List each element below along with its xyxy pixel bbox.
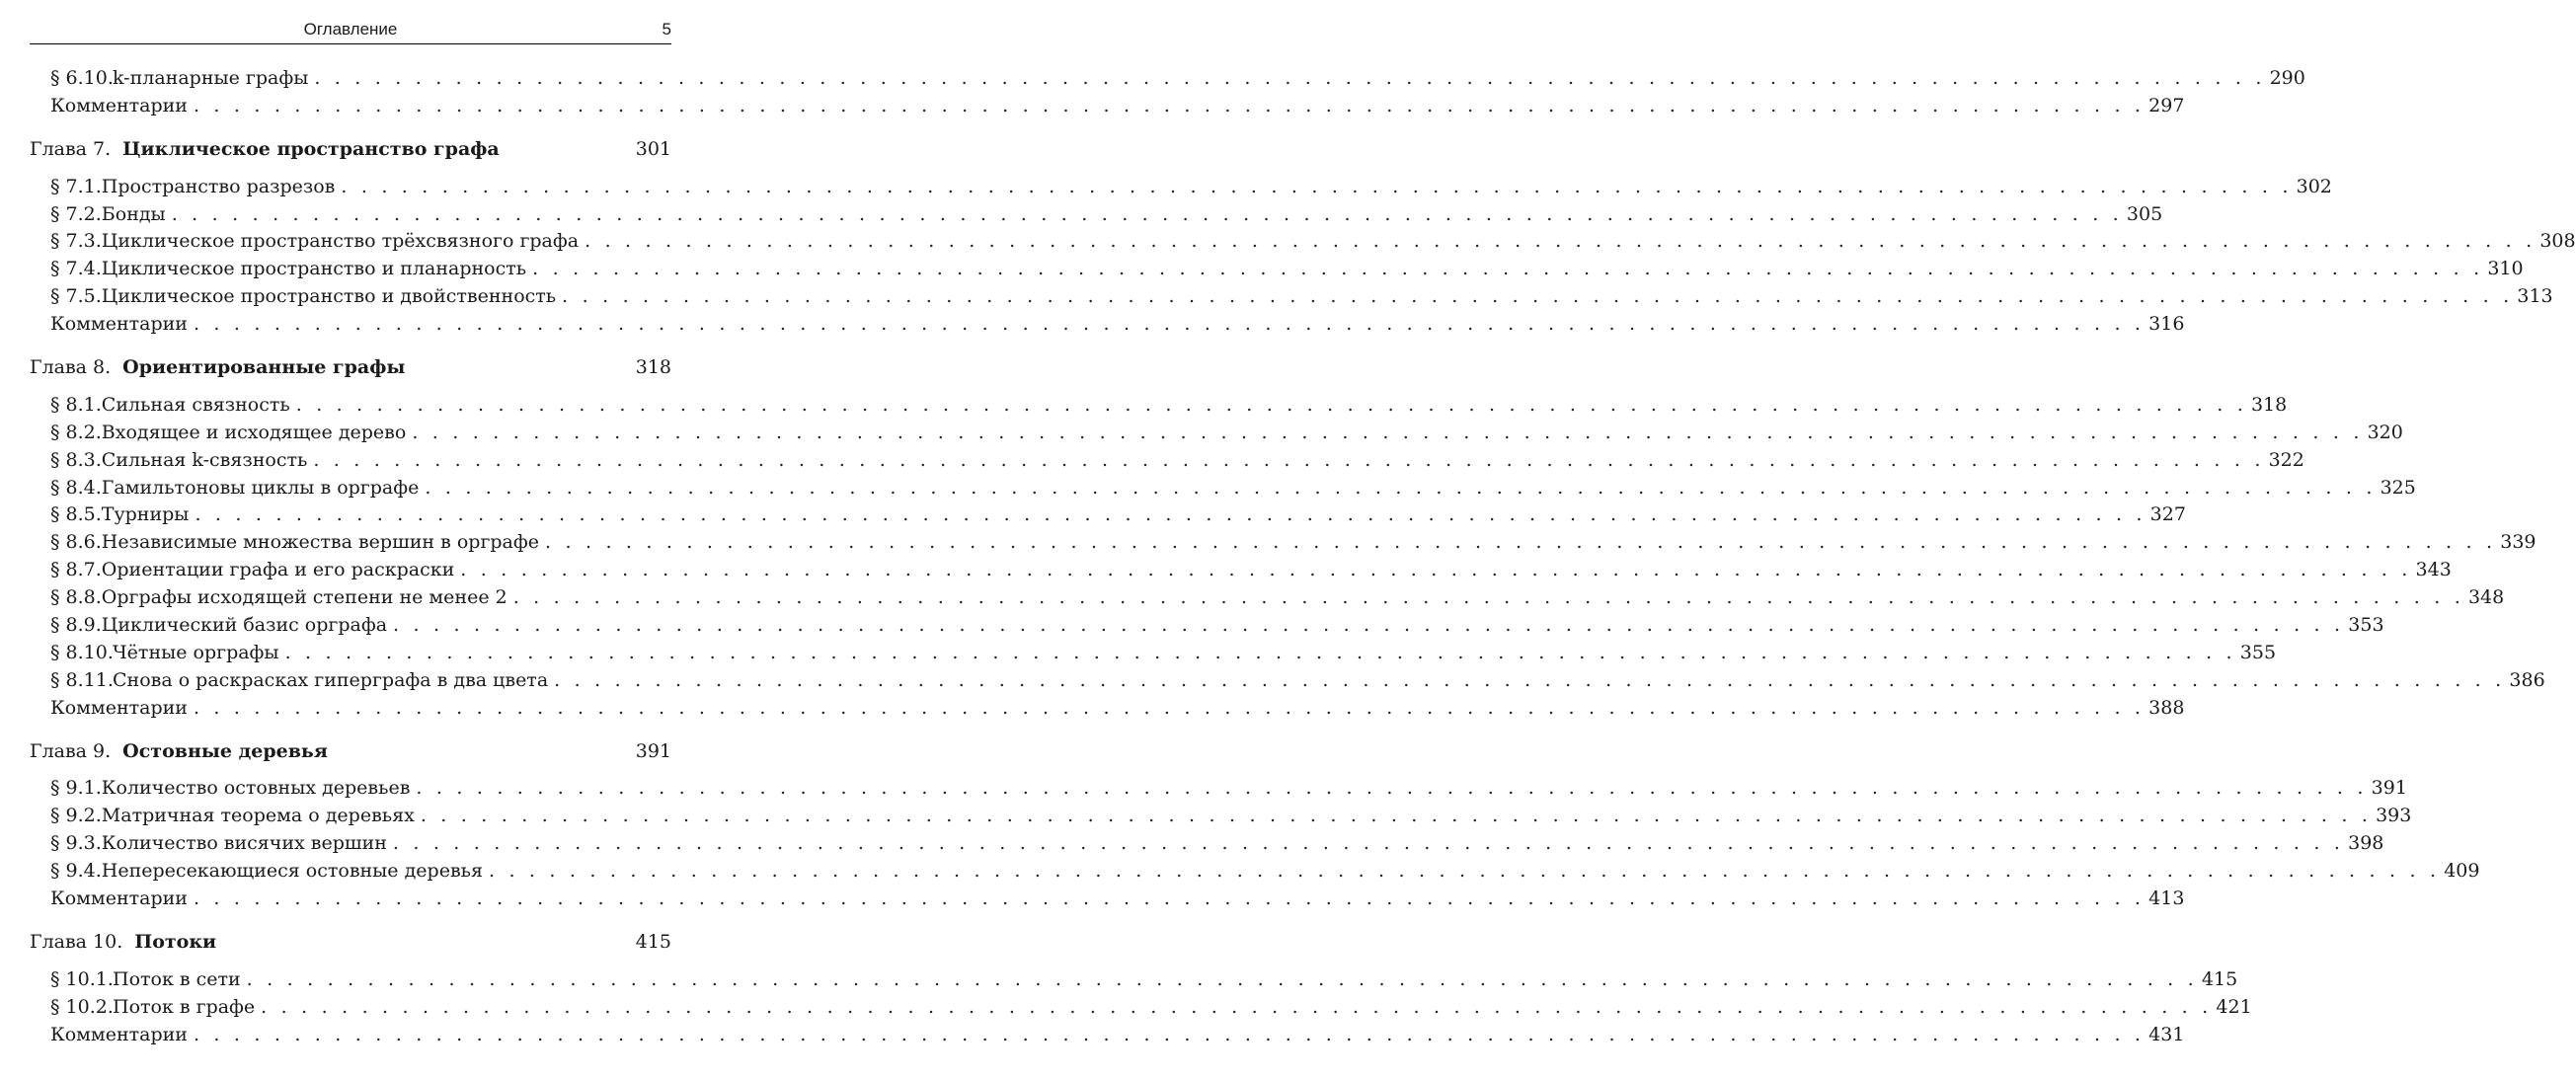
- toc-section-entry[interactable]: [30, 640, 2277, 667]
- dot-leader: . . . . . . . . . . . . . . . . . . . . . . . . . . . . . . . . . . . . . . . . . . . . . . . . . . . . . . . . . . . . . . . . . . . . . . . . . . . . . . . . . . . . . . . . . . . . . . . . .: [488, 860, 2441, 883]
- section-title: Матричная теорема о деревьях: [101, 805, 415, 827]
- dot-leader: . . . . . . . . . . . . . . . . . . . . . . . . . . . . . . . . . . . . . . . . . . . . . . . . . . . . . . . . . . . . . . . . . . . . . . . . . . . . . . . . . . . . . . . . . . . . . . . . .: [193, 313, 2146, 336]
- toc-comments-entry[interactable]: [30, 1022, 2185, 1049]
- chapter-page-number: 318: [635, 356, 671, 379]
- section-number: § 8.7.: [50, 559, 102, 581]
- section-number: § 10.2.: [50, 995, 114, 1018]
- section-page-number: 431: [2148, 1023, 2185, 1045]
- section-title: Турниры: [101, 503, 190, 526]
- chapter-title: Потоки: [134, 930, 217, 953]
- chapter-label: Глава 10.: [30, 930, 123, 953]
- toc-section-entry[interactable]: [30, 447, 2304, 475]
- section-page-number: 409: [2444, 860, 2480, 883]
- toc-section-entry[interactable]: [30, 994, 2252, 1022]
- section-number: § 7.2.: [50, 202, 102, 225]
- section-title: Поток в графе: [113, 995, 256, 1018]
- dot-leader: . . . . . . . . . . . . . . . . . . . . . . . . . . . . . . . . . . . . . . . . . . . . . . . . . . . . . . . . . . . . . . . . . . . . . . . . . . . . . . . . . . . . . . . . . . . . . . . . .: [193, 1023, 2146, 1045]
- section-page-number: 327: [2149, 503, 2186, 526]
- section-page-number: 320: [2367, 421, 2403, 443]
- section-page-number: 398: [2348, 832, 2384, 855]
- dot-leader: . . . . . . . . . . . . . . . . . . . . . . . . . . . . . . . . . . . . . . . . . . . . . . . . . . . . . . . . . . . . . . . . . . . . . . . . . . . . . . . . . . . . . . . . . . . . . . . . .: [585, 230, 2537, 253]
- section-number: § 6.10.: [50, 67, 114, 89]
- chapter-label: Глава 7.: [30, 137, 112, 160]
- toc-section-entry[interactable]: [30, 667, 2545, 695]
- chapter-page-number: 391: [635, 739, 671, 762]
- section-number: § 8.10.: [50, 641, 114, 663]
- section-page-number: 313: [2517, 285, 2553, 308]
- section-page-number: 388: [2148, 696, 2185, 719]
- section-page-number: 322: [2268, 448, 2304, 471]
- section-number: § 9.2.: [50, 805, 102, 827]
- section-title: Входящее и исходящее дерево: [101, 421, 407, 443]
- section-page-number: 290: [2269, 67, 2305, 89]
- toc-section-entry[interactable]: [30, 775, 2407, 803]
- section-number: § 10.1.: [50, 967, 114, 990]
- section-title: Циклическое пространство трёхсвязного графа: [101, 230, 580, 253]
- section-number: § 7.3.: [50, 230, 102, 253]
- dot-leader: . . . . . . . . . . . . . . . . . . . . . . . . . . . . . . . . . . . . . . . . . . . . . . . . . . . . . . . . . . . . . . . . . . . . . . . . . . . . . . . . . . . . . . . . . . . . . . . . .: [313, 448, 2265, 471]
- dot-leader: . . . . . . . . . . . . . . . . . . . . . . . . . . . . . . . . . . . . . . . . . . . . . . . . . . . . . . . . . . . . . . . . . . . . . . . . . . . . . . . . . . . . . . . . . . . . . . . . .: [193, 887, 2146, 910]
- chapter-title: Ориентированные графы: [122, 356, 406, 379]
- dot-leader: . . . . . . . . . . . . . . . . . . . . . . . . . . . . . . . . . . . . . . . . . . . . . . . . . . . . . . . . . . . . . . . . . . . . . . . . . . . . . . . . . . . . . . . . . . . . . . . . .: [171, 202, 2123, 225]
- chapter-page-number: 415: [635, 930, 671, 953]
- dot-leader: . . . . . . . . . . . . . . . . . . . . . . . . . . . . . . . . . . . . . . . . . . . . . . . . . . . . . . . . . . . . . . . . . . . . . . . . . . . . . . . . . . . . . . . . . . . . . . . . .: [393, 614, 2345, 637]
- section-page-number: 339: [2500, 531, 2537, 554]
- section-number: § 8.8.: [50, 586, 102, 609]
- section-title: Снова о раскрасках гиперграфа в два цвета: [113, 668, 549, 691]
- section-page-number: 325: [2380, 476, 2416, 499]
- section-title: Циклическое пространство и двойственность: [101, 285, 557, 308]
- toc-comments-entry[interactable]: [30, 311, 2185, 339]
- dot-leader: . . . . . . . . . . . . . . . . . . . . . . . . . . . . . . . . . . . . . . . . . . . . . . . . . . . . . . . . . . . . . . . . . . . . . . . . . . . . . . . . . . . . . . . . . . . . . . . . .: [392, 832, 2345, 855]
- section-title: k-планарные графы: [113, 67, 309, 89]
- chapter-heading[interactable]: [30, 738, 671, 766]
- dot-leader: . . . . . . . . . . . . . . . . . . . . . . . . . . . . . . . . . . . . . . . . . . . . . . . . . . . . . . . . . . . . . . . . . . . . . . . . . . . . . . . . . . . . . . . . . . . . . . . . .: [261, 995, 2213, 1018]
- chapter-page-number: 301: [635, 137, 671, 160]
- section-title: Комментарии: [50, 94, 188, 116]
- section-number: § 8.4.: [50, 476, 102, 499]
- section-title: Количество висячих вершин: [101, 832, 387, 855]
- toc-section-entry[interactable]: [30, 830, 2384, 858]
- toc-section-entry[interactable]: [30, 283, 2553, 311]
- section-page-number: 348: [2467, 586, 2505, 609]
- toc-section-entry[interactable]: [30, 803, 2412, 830]
- section-number: § 9.3.: [50, 832, 102, 855]
- running-header: [30, 18, 671, 44]
- dot-leader: . . . . . . . . . . . . . . . . . . . . . . . . . . . . . . . . . . . . . . . . . . . . . . . . . . . . . . . . . . . . . . . . . . . . . . . . . . . . . . . . . . . . . . . . . . . . . . . . .: [195, 503, 2147, 526]
- section-page-number: 355: [2239, 641, 2277, 663]
- dot-leader: . . . . . . . . . . . . . . . . . . . . . . . . . . . . . . . . . . . . . . . . . . . . . . . . . . . . . . . . . . . . . . . . . . . . . . . . . . . . . . . . . . . . . . . . . . . . . . . . .: [284, 641, 2236, 663]
- toc-section-entry[interactable]: [30, 584, 2505, 612]
- section-title: Ориентации графа и его раскраски: [101, 559, 455, 581]
- section-number: § 8.2.: [50, 421, 102, 443]
- chapter-title: Циклическое пространство графа: [122, 137, 500, 160]
- toc-section-entry[interactable]: [30, 420, 2403, 447]
- section-page-number: 413: [2148, 887, 2185, 910]
- toc-section-entry[interactable]: [30, 201, 2163, 229]
- dot-leader: . . . . . . . . . . . . . . . . . . . . . . . . . . . . . . . . . . . . . . . . . . . . . . . . . . . . . . . . . . . . . . . . . . . . . . . . . . . . . . . . . . . . . . . . . . . . . . . . .: [412, 421, 2364, 443]
- dot-leader: . . . . . . . . . . . . . . . . . . . . . . . . . . . . . . . . . . . . . . . . . . . . . . . . . . . . . . . . . . . . . . . . . . . . . . . . . . . . . . . . . . . . . . . . . . . . . . . . .: [545, 531, 2497, 554]
- section-page-number: 318: [2250, 393, 2288, 416]
- chapter-heading[interactable]: [30, 354, 671, 382]
- section-title: Количество остовных деревьев: [101, 777, 411, 800]
- section-page-number: 386: [2509, 668, 2545, 691]
- section-title: Чётные орграфы: [113, 641, 279, 663]
- toc-section-entry[interactable]: [30, 501, 2186, 529]
- section-number: § 8.1.: [50, 393, 102, 416]
- toc-section-entry[interactable]: [30, 475, 2416, 502]
- section-page-number: 415: [2201, 967, 2238, 990]
- section-number: § 8.9.: [50, 614, 102, 637]
- section-page-number: 305: [2126, 202, 2163, 225]
- toc-comments-entry[interactable]: [30, 886, 2185, 913]
- chapter-label: Глава 9.: [30, 739, 112, 762]
- section-title: Бонды: [101, 202, 166, 225]
- section-number: § 9.1.: [50, 777, 102, 800]
- dot-leader: . . . . . . . . . . . . . . . . . . . . . . . . . . . . . . . . . . . . . . . . . . . . . . . . . . . . . . . . . . . . . . . . . . . . . . . . . . . . . . . . . . . . . . . . . . . . . . . . .: [193, 696, 2146, 719]
- dot-leader: . . . . . . . . . . . . . . . . . . . . . . . . . . . . . . . . . . . . . . . . . . . . . . . . . . . . . . . . . . . . . . . . . . . . . . . . . . . . . . . . . . . . . . . . . . . . . . . . .: [295, 393, 2247, 416]
- toc-section-entry[interactable]: [30, 174, 2332, 201]
- dot-leader: . . . . . . . . . . . . . . . . . . . . . . . . . . . . . . . . . . . . . . . . . . . . . . . . . . . . . . . . . . . . . . . . . . . . . . . . . . . . . . . . . . . . . . . . . . . . . . . . .: [512, 586, 2464, 609]
- dot-leader: . . . . . . . . . . . . . . . . . . . . . . . . . . . . . . . . . . . . . . . . . . . . . . . . . . . . . . . . . . . . . . . . . . . . . . . . . . . . . . . . . . . . . . . . . . . . . . . . .: [416, 777, 2368, 800]
- section-number: § 7.1.: [50, 175, 102, 197]
- section-title: Сильная k-связность: [101, 448, 308, 471]
- section-title: Независимые множества вершин в орграфе: [101, 531, 540, 554]
- section-title: Непересекающиеся остовные деревья: [101, 860, 483, 883]
- chapter-title: Остовные деревья: [122, 739, 328, 762]
- toc-comments-entry[interactable]: [30, 695, 2185, 723]
- section-title: Орграфы исходящей степени не менее 2: [101, 586, 507, 609]
- section-title: Поток в сети: [113, 967, 241, 990]
- section-title: Сильная связность: [101, 393, 290, 416]
- dot-leader: . . . . . . . . . . . . . . . . . . . . . . . . . . . . . . . . . . . . . . . . . . . . . . . . . . . . . . . . . . . . . . . . . . . . . . . . . . . . . . . . . . . . . . . . . . . . . . . . .: [532, 258, 2484, 280]
- dot-leader: . . . . . . . . . . . . . . . . . . . . . . . . . . . . . . . . . . . . . . . . . . . . . . . . . . . . . . . . . . . . . . . . . . . . . . . . . . . . . . . . . . . . . . . . . . . . . . . . .: [193, 94, 2146, 116]
- section-title: Гамильтоновы циклы в орграфе: [101, 476, 420, 499]
- dot-leader: . . . . . . . . . . . . . . . . . . . . . . . . . . . . . . . . . . . . . . . . . . . . . . . . . . . . . . . . . . . . . . . . . . . . . . . . . . . . . . . . . . . . . . . . . . . . . . . . .: [314, 67, 2266, 89]
- section-number: § 8.5.: [50, 503, 102, 526]
- toc-section-entry[interactable]: [30, 557, 2452, 584]
- section-title: Циклический базис орграфа: [101, 614, 388, 637]
- section-page-number: 353: [2348, 614, 2384, 637]
- dot-leader: . . . . . . . . . . . . . . . . . . . . . . . . . . . . . . . . . . . . . . . . . . . . . . . . . . . . . . . . . . . . . . . . . . . . . . . . . . . . . . . . . . . . . . . . . . . . . . . . .: [420, 805, 2373, 827]
- section-title: Комментарии: [50, 696, 188, 719]
- chapter-heading[interactable]: [30, 929, 671, 957]
- dot-leader: . . . . . . . . . . . . . . . . . . . . . . . . . . . . . . . . . . . . . . . . . . . . . . . . . . . . . . . . . . . . . . . . . . . . . . . . . . . . . . . . . . . . . . . . . . . . . . . . .: [341, 175, 2293, 197]
- section-page-number: 421: [2216, 995, 2252, 1018]
- section-number: § 7.5.: [50, 285, 102, 308]
- section-page-number: 343: [2415, 559, 2452, 581]
- toc-section-entry[interactable]: [30, 529, 2537, 557]
- section-number: § 9.4.: [50, 860, 102, 883]
- toc-section-entry[interactable]: [30, 966, 2238, 994]
- dot-leader: . . . . . . . . . . . . . . . . . . . . . . . . . . . . . . . . . . . . . . . . . . . . . . . . . . . . . . . . . . . . . . . . . . . . . . . . . . . . . . . . . . . . . . . . . . . . . . . . .: [554, 668, 2506, 691]
- dot-leader: . . . . . . . . . . . . . . . . . . . . . . . . . . . . . . . . . . . . . . . . . . . . . . . . . . . . . . . . . . . . . . . . . . . . . . . . . . . . . . . . . . . . . . . . . . . . . . . . .: [460, 559, 2412, 581]
- toc-section-entry[interactable]: [30, 65, 2305, 93]
- chapter-heading[interactable]: [30, 136, 671, 164]
- toc-section-entry[interactable]: [30, 392, 2288, 420]
- section-title: Комментарии: [50, 313, 188, 336]
- header-page-number: 5: [662, 20, 671, 39]
- section-number: § 8.11.: [50, 668, 114, 691]
- section-title: Циклическое пространство и планарность: [101, 258, 527, 280]
- section-number: § 8.6.: [50, 531, 102, 554]
- toc-comments-entry[interactable]: [30, 93, 2185, 120]
- toc-section-entry[interactable]: [30, 228, 2576, 256]
- section-page-number: 297: [2148, 94, 2185, 116]
- dot-leader: . . . . . . . . . . . . . . . . . . . . . . . . . . . . . . . . . . . . . . . . . . . . . . . . . . . . . . . . . . . . . . . . . . . . . . . . . . . . . . . . . . . . . . . . . . . . . . . . .: [425, 476, 2377, 499]
- section-title: Комментарии: [50, 887, 188, 910]
- chapter-label: Глава 8.: [30, 356, 112, 379]
- section-title: Комментарии: [50, 1023, 188, 1045]
- section-number: § 7.4.: [50, 258, 102, 280]
- dot-leader: . . . . . . . . . . . . . . . . . . . . . . . . . . . . . . . . . . . . . . . . . . . . . . . . . . . . . . . . . . . . . . . . . . . . . . . . . . . . . . . . . . . . . . . . . . . . . . . . .: [562, 285, 2514, 308]
- section-page-number: 393: [2376, 805, 2412, 827]
- section-number: § 8.3.: [50, 448, 102, 471]
- toc-section-entry[interactable]: [30, 256, 2524, 283]
- table-of-contents: [30, 65, 2576, 1049]
- section-page-number: 391: [2371, 777, 2407, 800]
- section-page-number: 310: [2487, 258, 2524, 280]
- section-page-number: 302: [2296, 175, 2332, 197]
- section-page-number: 308: [2539, 230, 2576, 253]
- section-title: Пространство разрезов: [101, 175, 336, 197]
- section-page-number: 316: [2148, 313, 2185, 336]
- header-title: Оглавление: [303, 20, 398, 39]
- toc-section-entry[interactable]: [30, 858, 2480, 886]
- toc-section-entry[interactable]: [30, 612, 2384, 640]
- dot-leader: . . . . . . . . . . . . . . . . . . . . . . . . . . . . . . . . . . . . . . . . . . . . . . . . . . . . . . . . . . . . . . . . . . . . . . . . . . . . . . . . . . . . . . . . . . . . . . . . .: [246, 967, 2198, 990]
